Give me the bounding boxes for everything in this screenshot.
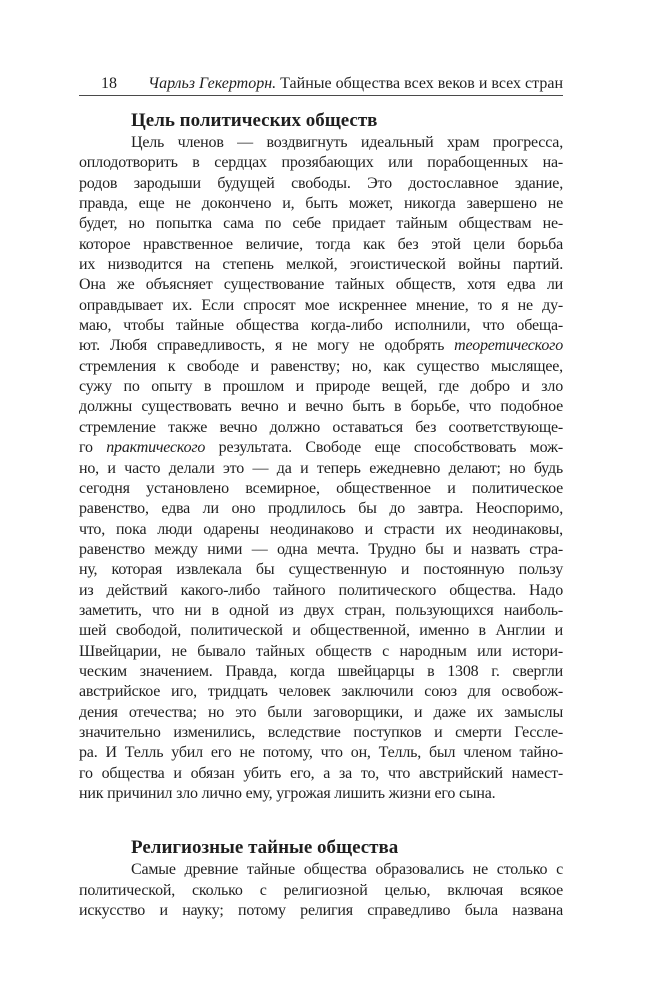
header-rule [79,95,563,96]
text-line: стремления к свободе и равенству; но, как существо мыслящее, [79,357,563,375]
running-title-book: Тайные общества всех веков и всех стран [276,75,563,92]
text-line: Самые древние тайные общества образовались не столько с [131,861,563,879]
text-line: ник причинил зло лично ему, угрожая лишить жизни его сына. [79,785,496,802]
text-line: их низводится на степень мелкой, эгоистической войны партий. [79,256,563,274]
text-line: Она же объясняет существование тайных обществ, хотя едва ли [79,276,563,294]
page-content [79,110,563,921]
text-line: Швейцарии, не бывало тайных обществ с народным или истори- [79,642,563,660]
text-line: искусство и науку; потому религия справедливо была названа [79,902,563,920]
text-line: маю, чтобы тайные общества когда-либо исполнили, что обеща- [79,317,563,335]
text-line: политической, сколько с религиозной целью, включая всякое [79,881,563,899]
text-line: сужу по опыту в прошлом и природе вещей, где добро и зло [79,378,563,396]
text-line: заметить, что ни в одной из двух стран, пользующихся наиболь- [79,601,563,619]
text-line: Цель членов — воздвигнуть идеальный храм прогресса, [131,134,563,151]
text-line: что, пока люди одарены неодинаково и страсти их неодинаковы, [79,520,563,538]
text-line: ра. И Телль убил его не потому, что он, Телль, был членом тайно- [79,744,563,762]
page-header [79,74,563,93]
text-line: оплодотворить в сердцах прозябающих или порабощенных на- [79,154,563,172]
text-line: сегодня установлено всемирное, общественное и политическое [79,479,563,497]
text-line: которое нравственное величие, тогда как без этой цели борьба [79,235,563,253]
text-line: будет, но попытка сама по себе придает тайным обществам не- [79,215,563,233]
running-title [148,74,563,93]
text-line: родов зародыши будущей свободы. Это достославное здание, [79,174,563,192]
section-heading: Религиозные тайные общества [131,837,399,859]
text-line: шей свободой, политической и общественной, именно в Англии и [79,622,563,640]
running-title-author: Чарльз Гекерторн. [148,75,277,92]
text-line: правда, еще не докончено и, быть может, никогда завершено не [79,195,563,213]
section-political-societies [79,110,563,804]
paragraph [79,133,563,804]
text-line: должны существовать вечно и вечно быть в борьбе, что подобное [79,398,563,416]
text-line: но, и часто делали это — да и теперь ежедневно делают; но будь [79,459,563,477]
text-line: равенство между ними — одна мечта. Трудно бы и назвать стра- [79,540,563,558]
text-line: равенство, едва ли оно продлилось бы до завтра. Неоспоримо, [79,500,563,518]
section-heading: Цель политических обществ [131,110,378,131]
paragraph [79,860,563,921]
text-line: ну, которая извлекала бы существенную и постоянную пользу [79,561,563,579]
page-number: 18 [101,75,117,92]
text-line: го общества и обязан убить его, а за то, что австрийский намест- [79,764,563,782]
text-line: стремление также вечно должно оставаться без соответствующе- [79,418,563,436]
text-line: оправдывает их. Если спросят мое искреннее мнение, то я не ду- [79,296,563,314]
text-line: значительно изменились, вследствие поступков и смерти Гессле- [79,723,563,741]
text-line: ют. Любя справедливость, я не могу не одобрять теоретического [79,337,563,355]
text-line: го практического результата. Свободе еще способствовать мож- [79,439,563,457]
text-line: из действий какого-либо тайного политического общества. Надо [79,581,563,599]
text-line: австрийское иго, тридцать человек заключили союз для освобож- [79,683,563,701]
text-line: дения отечества; но это были заговорщики, и даже их замыслы [79,703,563,721]
text-line: ческим значением. Правда, когда швейцарцы в 1308 г. свергли [79,662,563,680]
section-religious-societies [79,837,563,921]
